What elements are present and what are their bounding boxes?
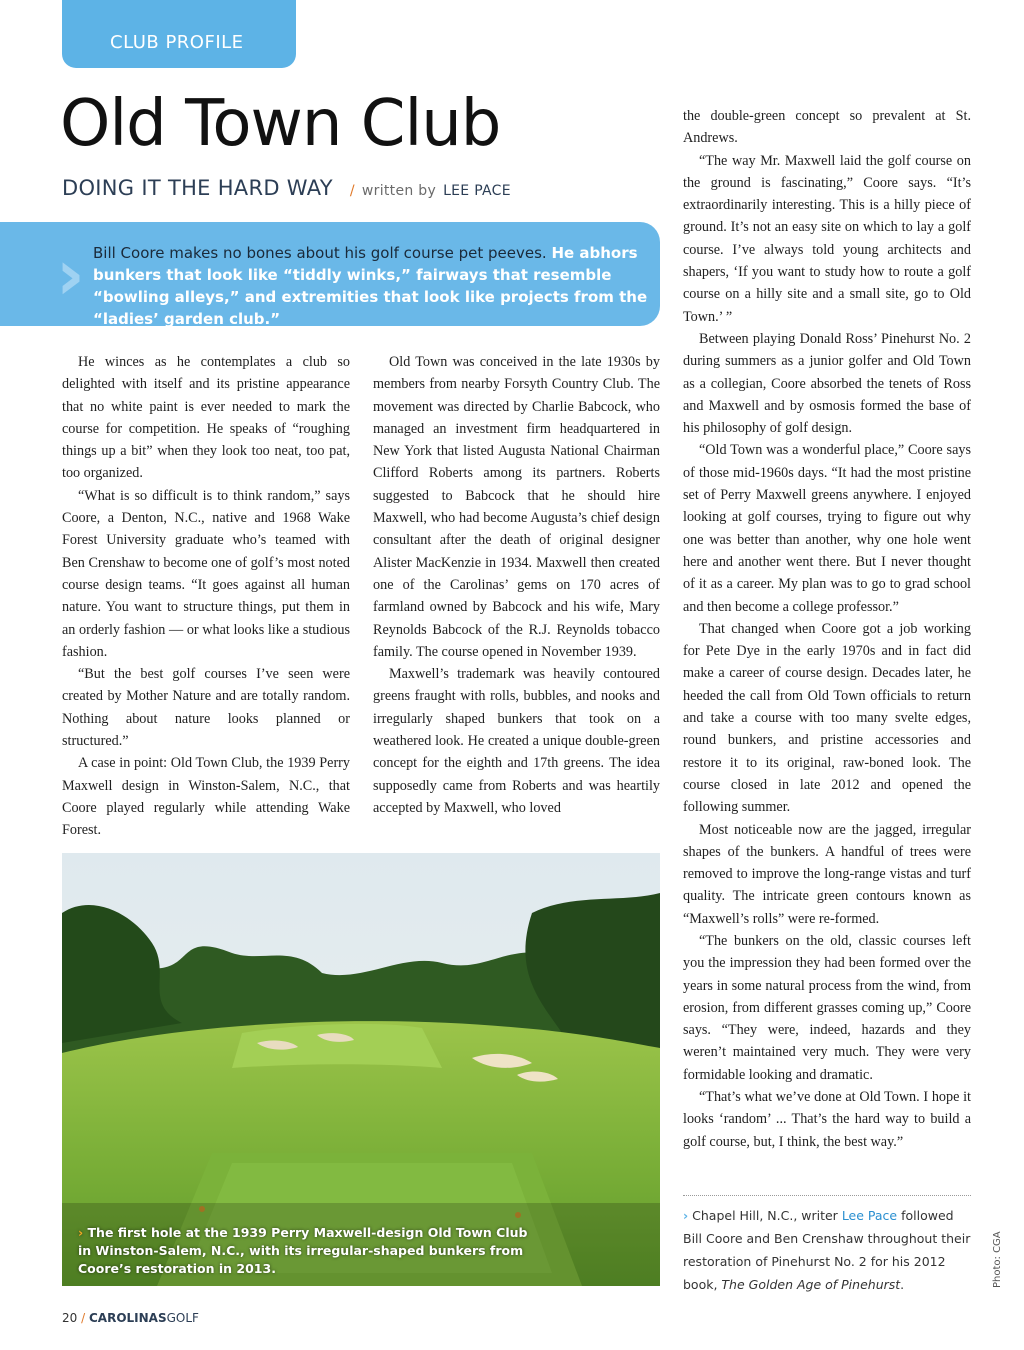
body-column-3 <box>683 105 971 1153</box>
byline-slash: / <box>349 183 355 199</box>
subtitle: DOING IT THE HARD WAY <box>62 176 333 200</box>
pull-quote-lead: Bill Coore makes no bones about his golf course pet peeves. <box>93 244 552 262</box>
article-title: Old Town Club <box>60 87 501 161</box>
magazine-name-bold: CAROLINAS <box>88 1311 167 1325</box>
paragraph: “The bunkers on the old, classic courses left you the impression they had been formed over the years in some natural process from the wind, from erosion, from different grasses coming up,” Coore says. “They were, indeed, hazards and they weren’t maintained very much. They were very formidable looking and dramatic. <box>683 932 971 1083</box>
section-tab <box>62 0 296 68</box>
paragraph: Most noticeable now are the jagged, irregular shapes of the bunkers. A handful of trees were removed to improve the long-range vistas and turf quality. The intricate green contours known as “Maxwell’s rolls” were re-formed. <box>683 821 971 927</box>
bio-pre: Chapel Hill, N.C., writer <box>692 1208 842 1223</box>
pull-quote-text <box>93 242 653 330</box>
paragraph: “The way Mr. Maxwell laid the golf course on the ground is fascinating,” Coore says. “It’s extraordinarily interesting. This is a hilly piece of ground. It’s not an easy site on which to lay a golf course. I’ve always told young architects and shapers, ‘If you want to study how to route a golf course on a hilly site and a small site, go to Old Town.’ ” <box>683 152 971 325</box>
article-subhead <box>62 176 511 200</box>
paragraph: Between playing Donald Ross’ Pinehurst No. 2 during summers as a junior golfer and Old Town as a collegian, Coore absorbed the tenets of Ross and Maxwell and by osmosis formed the base of his philosophy of golf design. <box>683 330 971 437</box>
paragraph: “But the best golf courses I’ve seen were created by Mother Nature and are totally random. Nothing about nature looks planned or structured.” <box>62 666 350 750</box>
body-column-2 <box>373 351 660 819</box>
golf-course-photo <box>62 853 660 1286</box>
chevron-right-icon: › <box>78 1225 84 1240</box>
photo-credit: Photo: CGA <box>992 1231 1003 1288</box>
page-number: 20 <box>62 1311 78 1325</box>
paragraph: “What is so difficult is to think random,” says Coore, a Denton, N.C., native and 1968 Wake Forest University graduate who’s teamed with Ben Crenshaw to become one of golf’s most noted course design teams. “It goes against all human nature. You want to structure things, put them in an orderly fashion — or what looks like a studious fashion. <box>62 487 350 660</box>
byline-author: LEE PACE <box>443 183 511 199</box>
bio-book-title: The Golden Age of Pinehurst <box>721 1277 901 1292</box>
paragraph: Old Town was conceived in the late 1930s by members from nearby Forsyth Country Club. The movement was directed by Charlie Babcock, who managed an investment firm headquartered in New York that listed Augusta National Chairman Clifford Roberts among its partners. Roberts suggested to Babcock that he should hire Maxwell, who had become Augusta’s chief design consultant after the death of original designer Alister MacKenzie in 1934. Maxwell then created one of the Carolinas’ gems on 170 acres of farmland owned by Babcock and his wife, Mary Reynolds Babcock of the R.J. Reynolds tobacco family. The course opened in November 1939. <box>373 354 660 660</box>
bio-post: followed Bill Coore and Ben Crenshaw throughout their restoration of Pinehurst No. 2 for his 2012 book, <box>683 1208 971 1292</box>
section-label: CLUB PROFILE <box>110 32 244 53</box>
bio-author-name: Lee Pace <box>841 1208 898 1223</box>
paragraph: Maxwell’s trademark was heavily contoured greens fraught with rolls, bubbles, and nooks and irregularly shaped bunkers that took on a weathered look. He created a unique double-green concept for the eighth and 17th greens. The idea supposedly came from Roberts and was heartily accepted by Maxwell, who loved <box>373 666 660 816</box>
paragraph: That changed when Coore got a job working for Pete Dye in the early 1970s and in fact did make a career of course design. Decades later, he heeded the call from Old Town officials to return and take a course with too many svelte edges, round bunkers, and pristine accessories and restore it to its original, raw-boned look. The course closed in late 2012 and opened the following summer. <box>683 620 971 816</box>
body-column-1 <box>62 351 350 842</box>
photo-caption <box>78 1224 538 1278</box>
paragraph: “Old Town was a wonderful place,” Coore says of those mid-1960s days. “It had the most pristine set of Perry Maxwell greens anywhere. I enjoyed looking at golf courses, trying to figure out why one was better than another, why one hole went here and another went there. But I never thought of it as a career. My plan was to go to grad school and then become a college professor.” <box>683 442 971 615</box>
divider <box>683 1195 971 1196</box>
author-bio <box>683 1204 973 1296</box>
chevron-right-icon: › <box>683 1208 689 1223</box>
paragraph: He winces as he contemplates a club so delighted with itself and its pristine appearance that no white paint is ever needed to mark the course for competition. He speaks of “roughing things up a bit” when they look too neat, too pat, too organized. <box>62 354 350 482</box>
bio-end: . <box>900 1277 905 1292</box>
magazine-name-light: GOLF <box>166 1311 199 1325</box>
paragraph: the double-green concept so prevalent at St. Andrews. <box>683 108 971 147</box>
paragraph: A case in point: Old Town Club, the 1939 Perry Maxwell design in Winston-Salem, N.C., that Coore played regularly while attending Wake Forest. <box>62 755 350 839</box>
byline-written: written by <box>361 183 437 199</box>
caption-text: The first hole at the 1939 Perry Maxwell-design Old Town Club in Winston-Salem, N.C., with its irregular-shaped bunkers from Coore’s restoration in 2013. <box>78 1225 528 1276</box>
pull-quote <box>0 222 660 326</box>
page-folio <box>62 1311 199 1325</box>
chevron-right-icon: › <box>56 234 85 316</box>
pull-quote-highlight: He abhors bunkers that look like “tiddly winks,” fairways that resemble “bowling alleys,” and extremities that look like projects from the “ladies’ garden club.” <box>93 244 648 328</box>
folio-slash: / <box>81 1311 86 1325</box>
paragraph: “That’s what we’ve done at Old Town. I hope it looks ‘random’ ... That’s the hard way to build a golf course, but, I think, the best way.” <box>683 1089 971 1150</box>
